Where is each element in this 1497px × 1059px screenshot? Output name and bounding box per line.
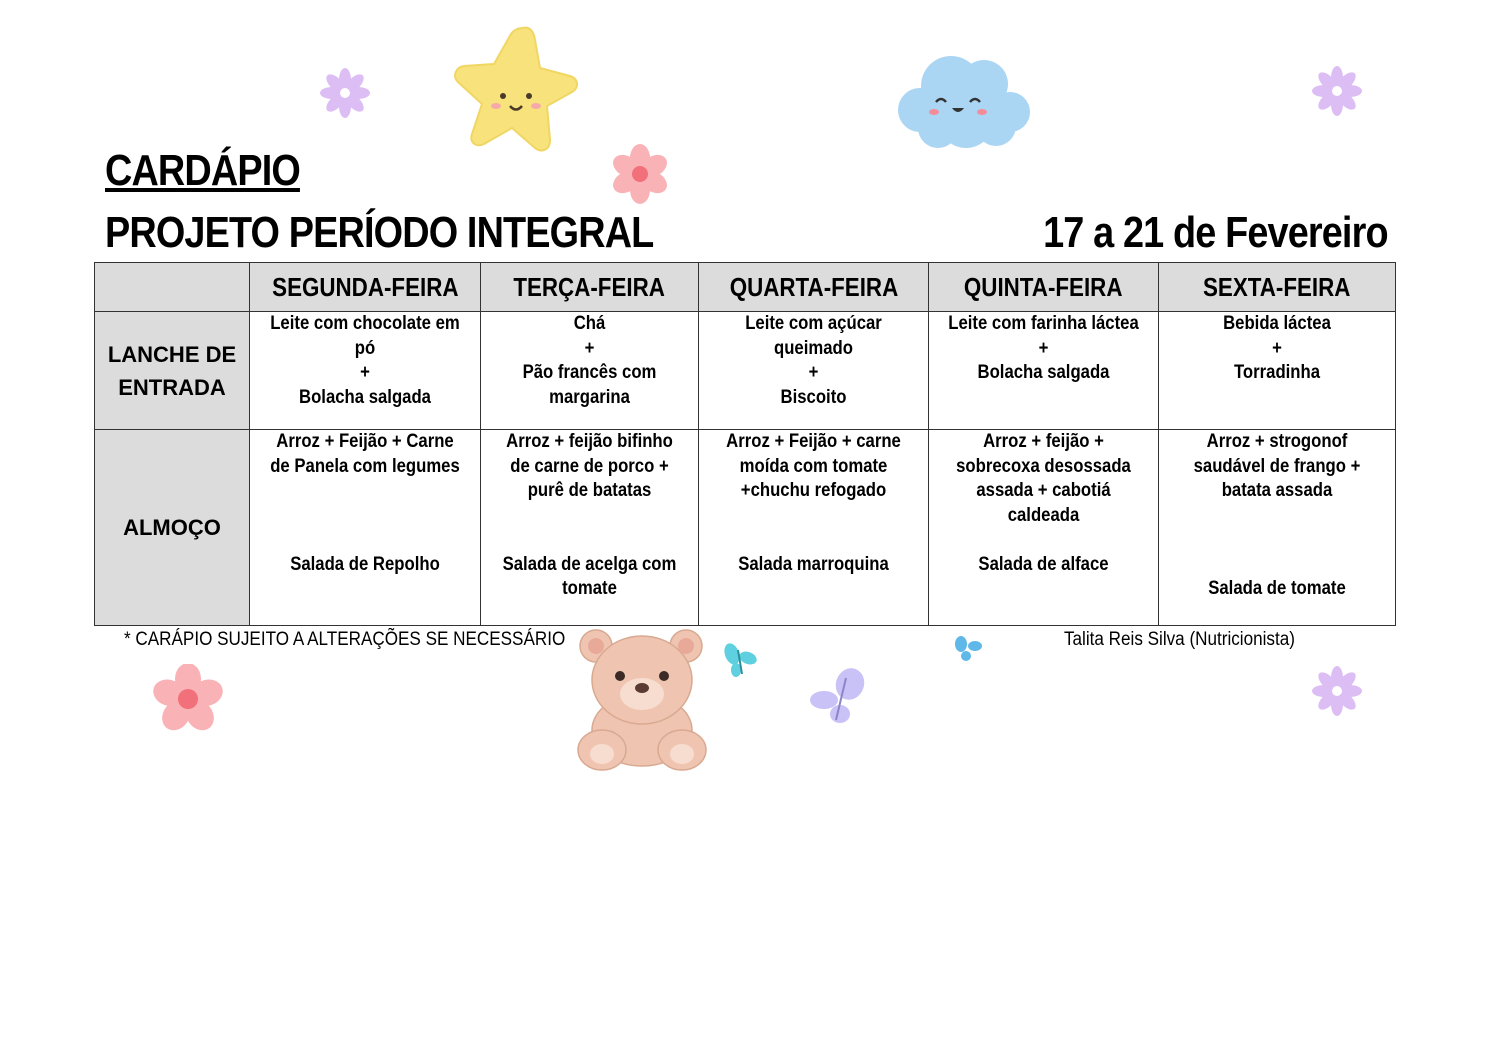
row-label-line: ALMOÇO bbox=[123, 515, 221, 540]
row-label bbox=[95, 312, 250, 430]
menu-cell bbox=[250, 312, 481, 430]
butterfly-icon bbox=[952, 634, 984, 664]
menu-cell-line: sobrecoxa desossada bbox=[956, 455, 1131, 477]
menu-cell-line bbox=[499, 528, 679, 553]
row-almoco bbox=[95, 430, 1396, 626]
menu-cell-line: moída com tomate bbox=[739, 455, 888, 477]
menu-cell bbox=[699, 430, 929, 626]
menu-cell-line: Arroz + Feijão + carne bbox=[726, 431, 901, 452]
flower-icon bbox=[144, 664, 232, 734]
menu-cell-line: + bbox=[1038, 337, 1049, 359]
row-label bbox=[95, 430, 250, 626]
menu-cell-line bbox=[269, 528, 461, 553]
flower-icon bbox=[1310, 664, 1364, 718]
column-header-monday: SEGUNDA-FEIRA bbox=[250, 263, 481, 312]
butterfly-icon bbox=[806, 666, 874, 728]
teddy-bear-icon bbox=[574, 624, 710, 774]
menu-cell-line: Bebida láctea bbox=[1223, 313, 1331, 334]
menu-cell-line: Arroz + feijão + bbox=[983, 431, 1104, 452]
menu-cell-line: Pão francês com bbox=[522, 362, 657, 383]
menu-cell-line: Arroz + Feijão + Carne bbox=[276, 431, 454, 452]
menu-cell-line bbox=[718, 504, 909, 529]
menu-cell bbox=[929, 312, 1159, 430]
menu-cell-line: margarina bbox=[549, 386, 630, 408]
flower-icon bbox=[318, 66, 372, 120]
menu-cell-line bbox=[499, 504, 679, 529]
menu-cell-line: Chá bbox=[573, 313, 606, 334]
flower-icon bbox=[1310, 64, 1364, 118]
menu-cell-line: + bbox=[360, 362, 370, 383]
menu-cell-line bbox=[1178, 553, 1375, 578]
menu-cell-line: de carne de porco + bbox=[510, 455, 669, 477]
menu-cell-line: pó bbox=[354, 337, 376, 359]
menu-cell-line: +chuchu refogado bbox=[740, 480, 887, 501]
menu-cell bbox=[1159, 430, 1396, 626]
flower-icon bbox=[608, 142, 672, 206]
column-header-tuesday: TERÇA-FEIRA bbox=[481, 263, 699, 312]
menu-cell-line: Leite com farinha láctea bbox=[948, 313, 1139, 334]
menu-table bbox=[94, 262, 1396, 626]
nutritionist-signature: Talita Reis Silva (Nutricionista) bbox=[1064, 629, 1295, 650]
menu-cell-line: Biscoito bbox=[780, 386, 847, 408]
cloud-icon bbox=[896, 46, 1034, 152]
menu-cell bbox=[481, 430, 699, 626]
column-header-thursday: QUINTA-FEIRA bbox=[929, 263, 1159, 312]
project-title: PROJETO PERÍODO INTEGRAL bbox=[105, 208, 654, 257]
disclaimer-note: * CARÁPIO SUJEITO A ALTERAÇÕES SE NECESSÁRIO bbox=[124, 629, 566, 650]
menu-cell-line: Salada de tomate bbox=[1208, 578, 1346, 599]
menu-cell-line: + bbox=[1272, 337, 1282, 359]
menu-cell bbox=[929, 430, 1159, 626]
menu-cell-line: Salada de Repolho bbox=[290, 553, 440, 575]
menu-cell-line: purê de batatas bbox=[527, 480, 652, 501]
menu-cell-line: Salada de alface bbox=[978, 553, 1109, 575]
menu-cell-line bbox=[948, 528, 1139, 553]
menu-cell-line: de Panela com legumes bbox=[270, 455, 460, 477]
menu-cell-line: assada + cabotiá bbox=[976, 480, 1111, 501]
column-header-friday: SEXTA-FEIRA bbox=[1159, 263, 1396, 312]
star-icon bbox=[448, 22, 583, 154]
menu-cell-line: Arroz + strogonof bbox=[1206, 431, 1348, 452]
menu-cell-line: Bolacha salgada bbox=[299, 386, 431, 408]
page-title: CARDÁPIO bbox=[105, 146, 300, 195]
menu-cell-line bbox=[269, 479, 461, 504]
row-label-line: ENTRADA bbox=[118, 374, 226, 400]
menu-cell-line: tomate bbox=[562, 578, 617, 599]
menu-cell-line: saudável de frango + bbox=[1193, 455, 1361, 477]
menu-cell-line: Salada marroquina bbox=[738, 553, 889, 575]
menu-cell-line: + bbox=[584, 337, 595, 359]
menu-cell bbox=[250, 430, 481, 626]
column-header-wednesday: QUARTA-FEIRA bbox=[699, 263, 929, 312]
menu-cell-line bbox=[1178, 528, 1375, 553]
menu-cell-line bbox=[718, 528, 909, 553]
butterfly-icon bbox=[722, 640, 760, 680]
menu-cell-line: Leite com açúcar bbox=[745, 313, 882, 334]
row-label-line: LANCHE DE bbox=[107, 341, 237, 367]
menu-cell-line: batata assada bbox=[1221, 480, 1333, 501]
date-range: 17 a 21 de Fevereiro bbox=[1043, 208, 1388, 257]
menu-cell-line: Leite com chocolate em bbox=[270, 313, 460, 334]
menu-cell-line: Arroz + feijão bifinho bbox=[506, 431, 673, 452]
corner-cell bbox=[95, 263, 250, 312]
menu-cell bbox=[699, 312, 929, 430]
menu-cell-line: + bbox=[808, 362, 819, 383]
table-header-row bbox=[95, 263, 1396, 312]
row-lanche-de-entrada bbox=[95, 312, 1396, 430]
menu-cell-line: caldeada bbox=[1007, 504, 1080, 526]
menu-cell-line: Torradinha bbox=[1233, 362, 1321, 383]
menu-cell-line: queimado bbox=[774, 337, 853, 359]
menu-cell bbox=[1159, 312, 1396, 430]
menu-cell-line: Bolacha salgada bbox=[977, 362, 1110, 383]
menu-cell-line bbox=[1178, 504, 1375, 529]
menu-cell bbox=[481, 312, 699, 430]
menu-cell-line: Salada de acelga com bbox=[502, 553, 677, 575]
menu-cell-line bbox=[269, 504, 461, 529]
